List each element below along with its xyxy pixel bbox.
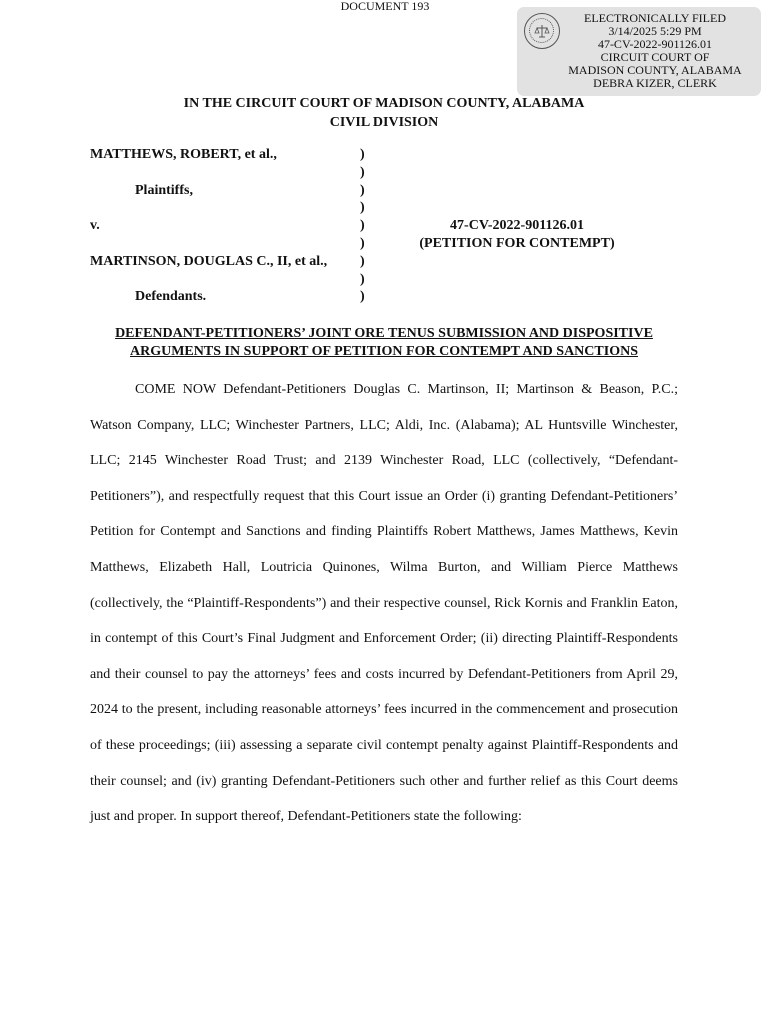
document-title-line-1: DEFENDANT-PETITIONERS’ JOINT ORE TENUS SUBMISSION AND DISPOSITIVE: [115, 326, 653, 341]
versus-label: v.: [90, 218, 100, 234]
stamp-court: CIRCUIT COURT OF: [600, 50, 710, 64]
court-division: CIVIL DIVISION: [329, 115, 439, 130]
electronic-filing-stamp: [517, 7, 761, 96]
defendant-name: MARTINSON, DOUGLAS C., II, et al.,: [90, 253, 328, 269]
caption-paren: ): [360, 289, 365, 305]
plaintiff-role: Plaintiffs,: [135, 182, 193, 198]
plaintiff-name: MATTHEWS, ROBERT, et al.,: [90, 147, 277, 162]
caption-paren: ): [360, 271, 365, 287]
caption-paren: ): [360, 182, 365, 198]
stamp-county: MADISON COUNTY, ALABAMA: [568, 63, 742, 77]
document-number: DOCUMENT 193: [340, 0, 430, 13]
case-caption: [90, 146, 678, 311]
stamp-filed-label: ELECTRONICALLY FILED: [583, 11, 726, 25]
caption-paren: ): [360, 253, 365, 269]
body-paragraph: COME NOW Defendant-Petitioners Douglas C. Martinson, II; Martinson & Beason, P.C.; Watson Company, LLC; Winchester Partners, LLC; Aldi, Inc. (Alabama); AL Huntsville Winchester, LLC; 2145 Winchester Road Trust; and 2139 Winchester Road, LLC (collectively, “Defendant-Petitioners”), and respectfully request that this Court issue an Order (i) granting Defendant-Petitioners’ Petition for Contempt and Sanctions and finding Plaintiffs Robert Matthews, James Matthews, Kevin Matthews, Elizabeth Hall, Loutricia Quinones, Wilma Burton, and William Pierce Matthews (collectively, the “Plaintiff-Respondents”) and their respective counsel, Rick Kornis and Franklin Eaton, in contempt of this Court’s Final Judgment and Enforcement Order; (ii) directing Plaintiff-Respondents and their counsel to pay the attorneys’ fees and costs incurred by Defendant-Petitioners from April 29, 2024 to the present, including reasonable attorneys’ fees incurred in the commencement and prosecution of these proceedings; (iii) assessing a separate civil contempt penalty against Plaintiff-Respondents and their counsel; and (iv) granting Defendant-Petitioners such other and further relief as this Court deems just and proper. In support thereof, Defendant-Petitioners state the following:: [90, 382, 678, 825]
stamp-case-number: 47-CV-2022-901126.01: [597, 37, 713, 51]
caption-paren: ): [360, 147, 365, 162]
case-type: (PETITION FOR CONTEMPT): [419, 235, 615, 251]
document-title-line-2: ARGUMENTS IN SUPPORT OF PETITION FOR CONTEMPT AND SANCTIONS: [130, 344, 638, 359]
stamp-filed-datetime: 3/14/2025 5:29 PM: [608, 24, 702, 38]
caption-paren: ): [360, 164, 365, 180]
stamp-clerk: DEBRA KIZER, CLERK: [593, 76, 717, 90]
caption-paren: ): [360, 235, 365, 251]
caption-paren: ): [360, 200, 365, 216]
court-name: IN THE CIRCUIT COURT OF MADISON COUNTY, ALABAMA: [183, 96, 585, 111]
case-number: 47-CV-2022-901126.01: [450, 218, 584, 233]
caption-paren: ): [360, 218, 365, 234]
document-title: [90, 325, 678, 361]
defendant-role: Defendants.: [135, 289, 207, 305]
court-heading: [90, 94, 678, 132]
caption-paren-column: [360, 146, 370, 306]
